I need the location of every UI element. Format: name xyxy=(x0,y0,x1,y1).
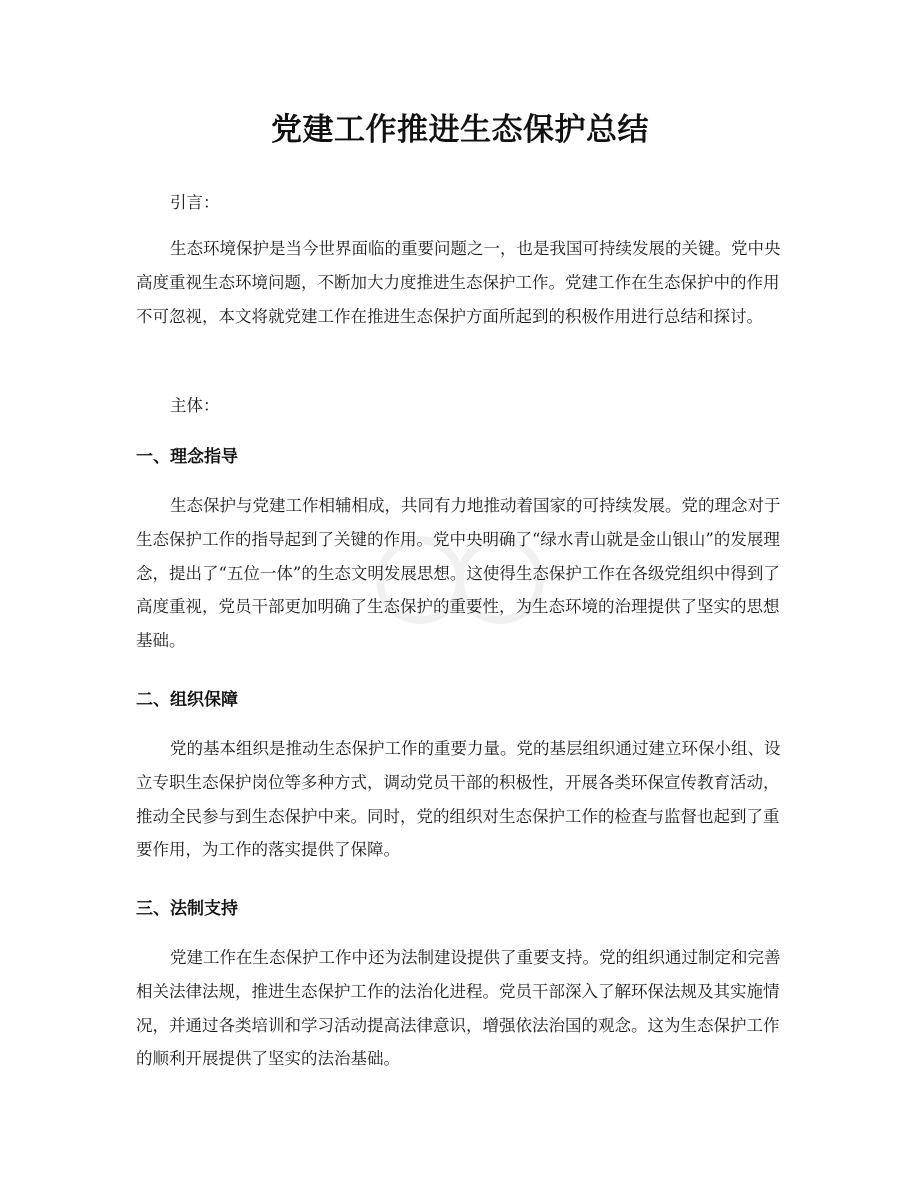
section-heading: 三、法制支持 xyxy=(136,899,238,919)
section-paragraph: 党建工作在生态保护工作中还为法制建设提供了重要支持。党的组织通过制定和完善相关法律法规，推进生态保护工作的法治化进程。党员干部深入了解环保法规及其实施情况，并通过各类培训和学习活动提高法律意识，增强依法治国的观念。这为生态保护工作的顺利开展提供了坚实的法治基础。 xyxy=(136,948,781,1069)
section-paragraph-block xyxy=(136,941,786,1076)
section-paragraph-block xyxy=(136,732,786,867)
section-paragraph: 党的基本组织是推动生态保护工作的重要力量。党的基层组织通过建立环保小组、设立专职生态保护岗位等多种方式，调动党员干部的积极性，开展各类环保宣传教育活动，推动全民参与到生态保护中来。同时，党的组织对生态保护工作的检查与监督也起到了重要作用，为工作的落实提供了保障。 xyxy=(136,739,781,860)
section-heading: 二、组织保障 xyxy=(136,690,238,710)
intro-label-block xyxy=(136,186,786,220)
intro-paragraph-block xyxy=(136,232,786,333)
body-label: 主体： xyxy=(170,396,220,415)
section-heading: 一、理念指导 xyxy=(136,447,238,467)
intro-paragraph: 生态环境保护是当今世界面临的重要问题之一，也是我国可持续发展的关键。党中央高度重视生态环境问题，不断加大力度推进生态保护工作。党建工作在生态保护中的作用不可忽视，本文将就党建工作在推进生态保护方面所起到的积极作用进行总结和探讨。 xyxy=(136,239,781,326)
document-title: 党建工作推进生态保护总结 xyxy=(271,112,649,148)
section-paragraph-block xyxy=(136,489,786,658)
section-paragraph: 生态保护与党建工作相辅相成，共同有力地推动着国家的可持续发展。党的理念对于生态保护工作的指导起到了关键的作用。党中央明确了“绿水青山就是金山银山”的发展理念，提出了“五位一体”的生态文明发展思想。这使得生态保护工作在各级党组织中得到了高度重视，党员干部更加明确了生态保护的重要性，为生态环境的治理提供了坚实的思想基础。 xyxy=(136,496,781,651)
body-label-block xyxy=(136,389,786,423)
intro-label: 引言： xyxy=(170,193,220,212)
